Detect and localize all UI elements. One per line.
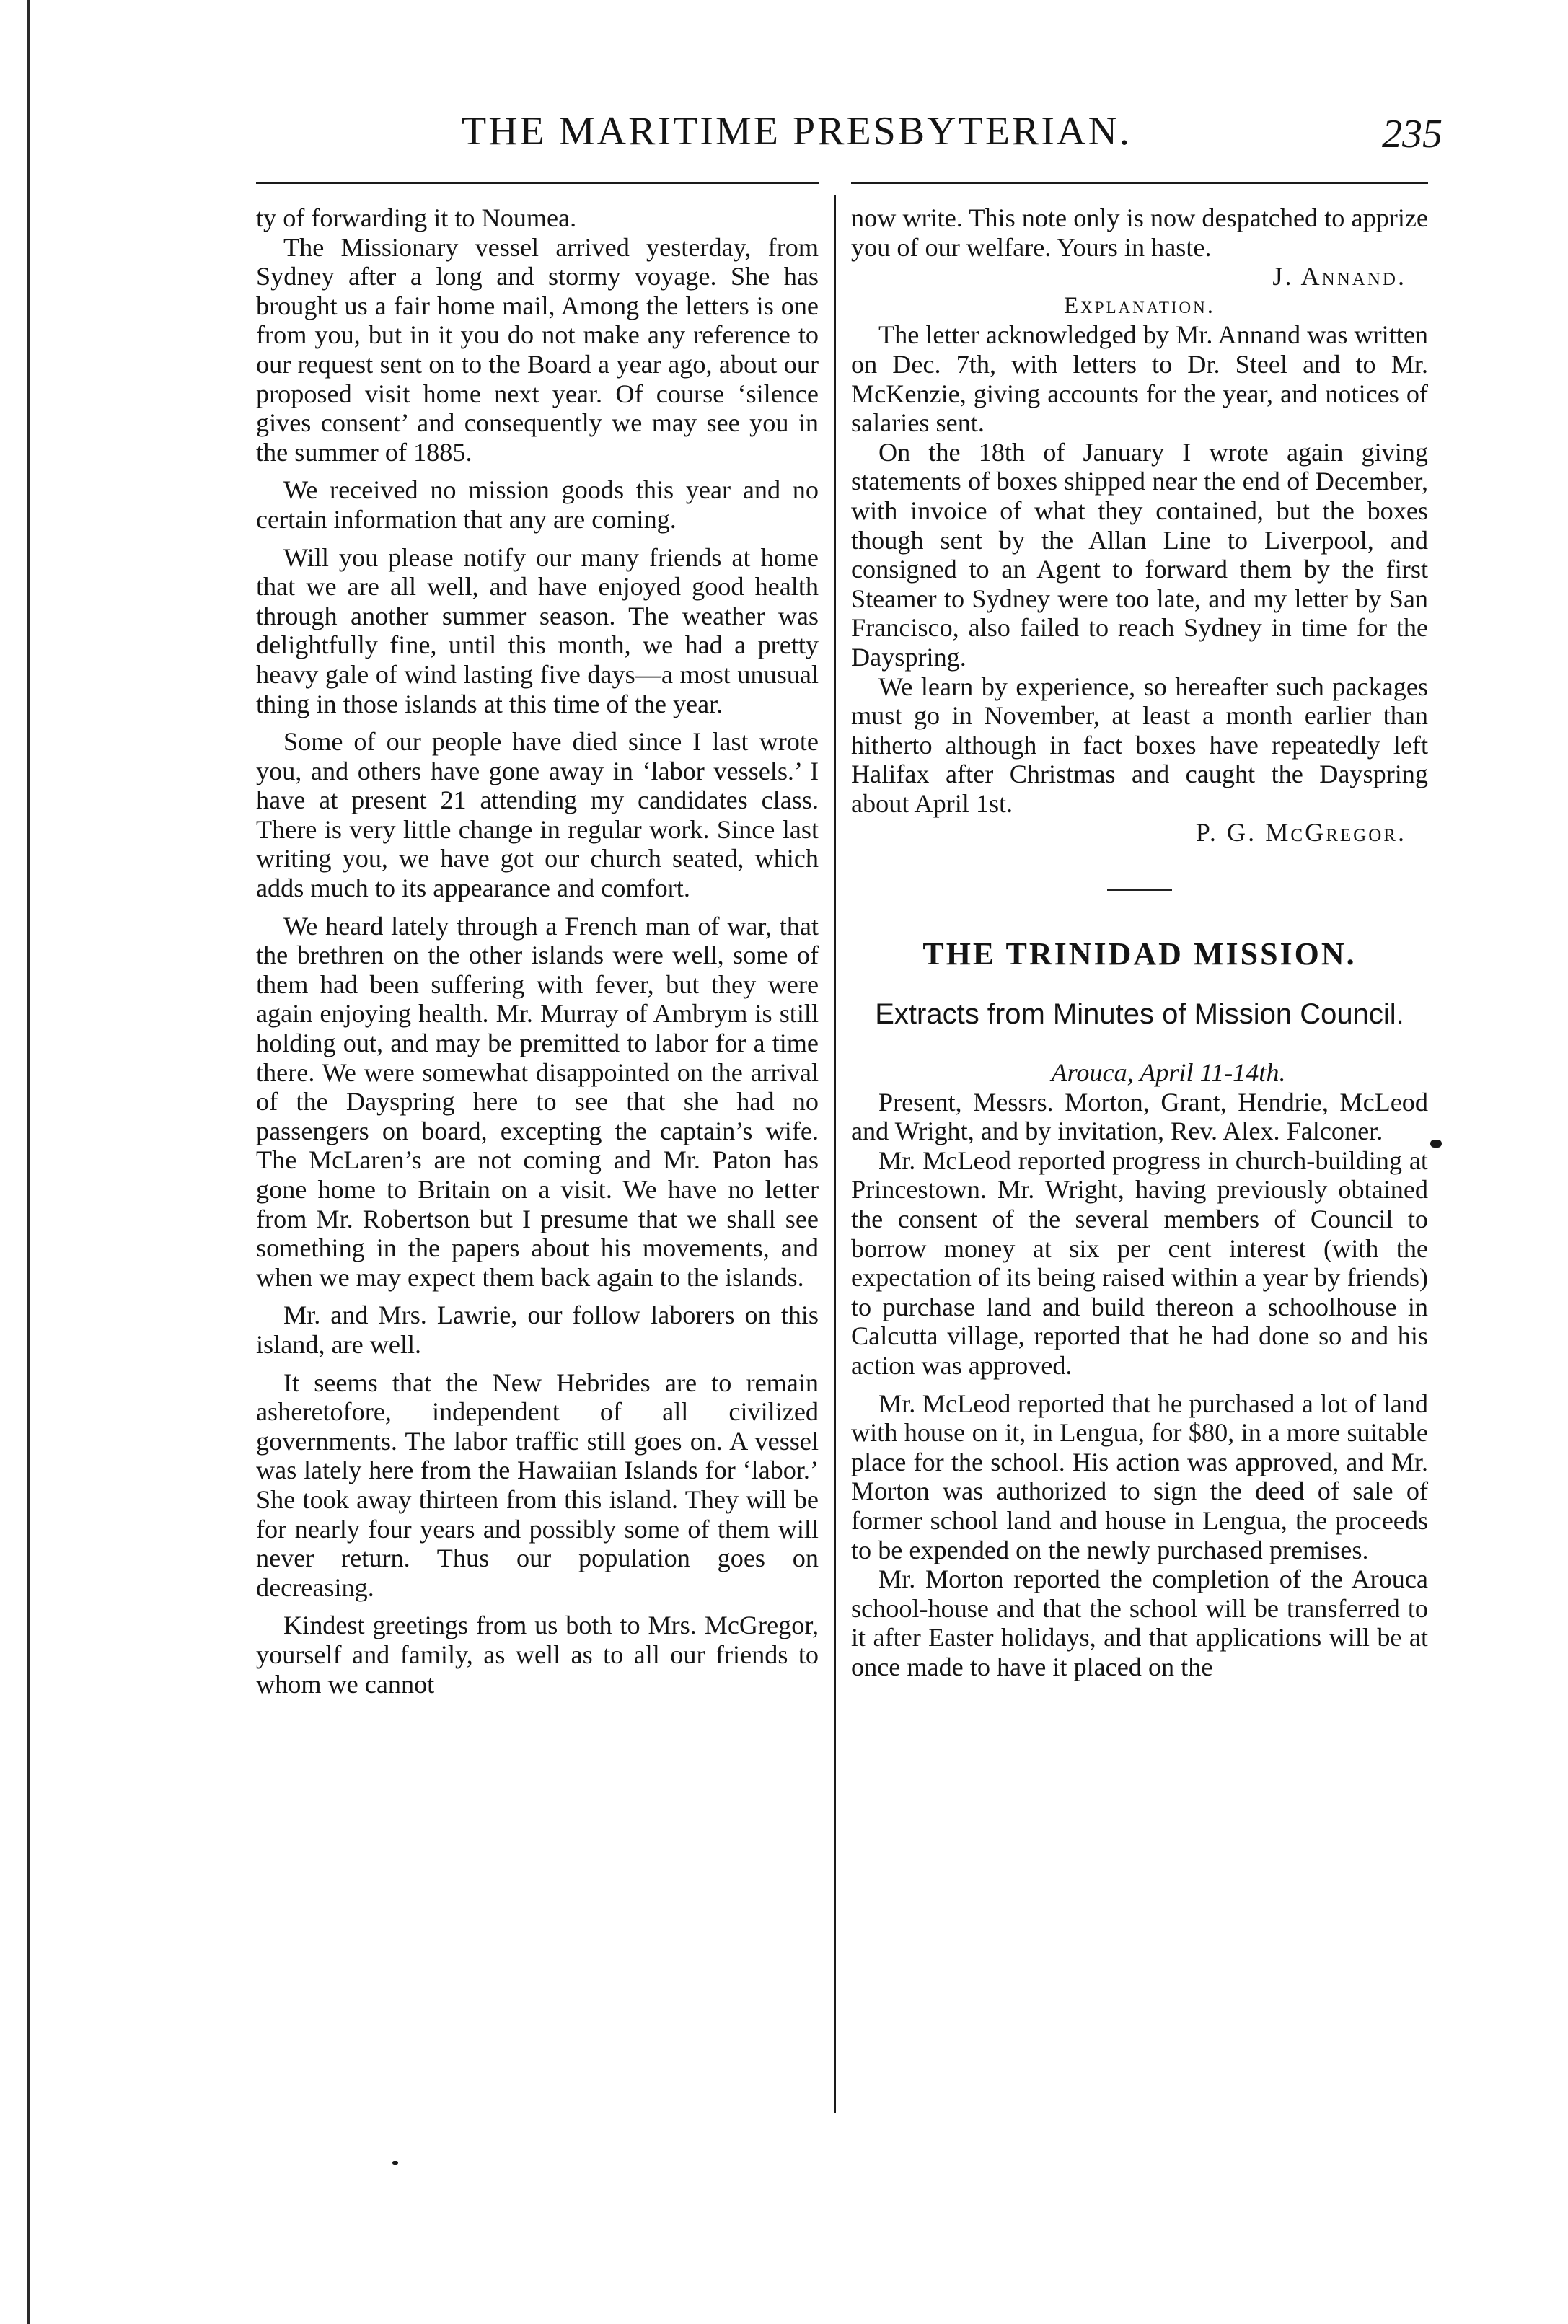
page-binding-edge	[27, 0, 33, 2324]
paragraph: Will you please notify our many friends at home that we are all well, and have enjoyed good health through another summer season. The weather was delightfully fine, until this month, we had a pretty heavy gale of wind lasting five days—a most unusual thing in those islands at this time of the year.	[256, 542, 819, 718]
paragraph: Present, Messrs. Morton, Grant, Hendrie, McLeod and Wright, and by invitation, Rev. Alex. Falconer.	[851, 1087, 1428, 1146]
ink-speck	[392, 2161, 398, 2165]
paragraph: Mr. Morton reported the completion of the Arouca school-house and that the school will be transferred to it after Easter holidays, and that applications will be at once made to have it placed on the	[851, 1564, 1428, 1681]
header-rule-left	[256, 182, 819, 184]
paragraph: It seems that the New Hebrides are to remain asheretofore, independent of all civilized governments. The labor traffic still goes on. A vessel was lately here from the Hawaiian Islands for ‘labor.’ She took away thirteen from this island. They will be for nearly four years and possibly some of them will never return. Thus our population goes on decreasing.	[256, 1368, 819, 1602]
left-column	[256, 203, 819, 1699]
ink-speck	[1430, 1140, 1442, 1148]
right-column	[851, 203, 1428, 1682]
paragraph: Mr. McLeod reported that he purchased a lot of land with house on it, in Lengua, for $80, in a more suitable place for the school. His action was approved, and Mr. Morton was authorized to sign the deed of sale of former school land and house in Lengua, the proceeds to be expended on the newly purchased premises.	[851, 1388, 1428, 1564]
section-subtitle: Extracts from Minutes of Mission Council.	[875, 998, 1404, 1031]
running-title: THE MARITIME PRESBYTERIAN.	[462, 109, 1132, 154]
signature-annand: J. Annand.	[1272, 262, 1406, 291]
paragraph: The Missionary vessel arrived yesterday, from Sydney after a long and stormy voyage. She has brought us a fair home mail, Among the letters is one from you, but in it you do not make any reference to our request sent on to the Board a year ago, about our proposed visit home next year. Of course ‘silence gives consent’ and consequently we may see you in the summer of 1885.	[256, 232, 819, 467]
running-header	[245, 108, 1443, 159]
header-rule-right	[851, 182, 1428, 184]
paragraph: Some of our people have died since I last wrote you, and others have gone away in ‘labor vessels.’ I have at present 21 attending my candidates class. There is very little change in regular work. Since last writing you, we have got our church seated, which adds much to its appearance and comfort.	[256, 727, 819, 903]
section-separator	[1107, 889, 1172, 891]
signature-mcgregor: P. G. McGregor.	[1195, 818, 1406, 848]
paragraph: On the 18th of January I wrote again giving statements of boxes shipped near the end of December, with invoice of what they contained, but the boxes though sent by the Allan Line to Liverpool, and consigned to an Agent to forward them by the first Steamer to Sydney were too late, and my letter by San Francisco, also failed to reach Sydney in time for the Dayspring.	[851, 437, 1428, 672]
paragraph: The letter acknowledged by Mr. Annand was written on Dec. 7th, with letters to Dr. Steel and to Mr. McKenzie, giving accounts for the year, and notices of salaries sent.	[851, 320, 1428, 438]
section-title: THE TRINIDAD MISSION.	[922, 936, 1357, 972]
paragraph: Mr. and Mrs. Lawrie, our follow laborers on this island, are well.	[256, 1300, 819, 1359]
page-number: 235	[1382, 112, 1443, 157]
dateline: Arouca, April 11-14th.	[1051, 1058, 1286, 1088]
paragraph: ty of forwarding it to Noumea.	[256, 203, 577, 232]
paragraph: We learn by experience, so hereafter such packages must go in November, at least a month earlier than hitherto although in fact boxes have repeatedly left Halifax after Christmas and caught the Dayspring about April 1st.	[851, 672, 1428, 818]
paragraph: now write. This note only is now despatched to apprize you of our welfare. Yours in haste.	[851, 203, 1428, 262]
column-divider	[834, 195, 836, 2113]
paragraph: Kindest greetings from us both to Mrs. McGregor, yourself and family, as well as to all our friends to whom we cannot	[256, 1611, 819, 1699]
explanation-caption: Explanation.	[1063, 292, 1216, 319]
paragraph: We received no mission goods this year and no certain information that any are coming.	[256, 475, 819, 534]
paragraph: We heard lately through a French man of war, that the brethren on the other islands were well, some of them had been suffering with fever, but they were again enjoying health. Mr. Murray of Ambrym is still holding out, and may be premitted to labor for a time there. We were somewhat disappointed on the arrival of the Dayspring here to see that she had no passengers on board, excepting the captain’s wife. The McLaren’s are not coming and Mr. Paton has gone home to Britain on a visit. We have no letter from Mr. Robertson but I presume that we shall see something in the papers about his movements, and when we may expect them back again to the islands.	[256, 911, 819, 1292]
paragraph: Mr. McLeod reported progress in church-building at Princestown. Mr. Wright, having previously obtained the consent of the several members of Council to borrow money at six per cent interest (with the expectation of its being raised within a year by friends) to purchase land and build thereon a schoolhouse in Calcutta village, reported that he had done so and his action was approved.	[851, 1145, 1428, 1380]
